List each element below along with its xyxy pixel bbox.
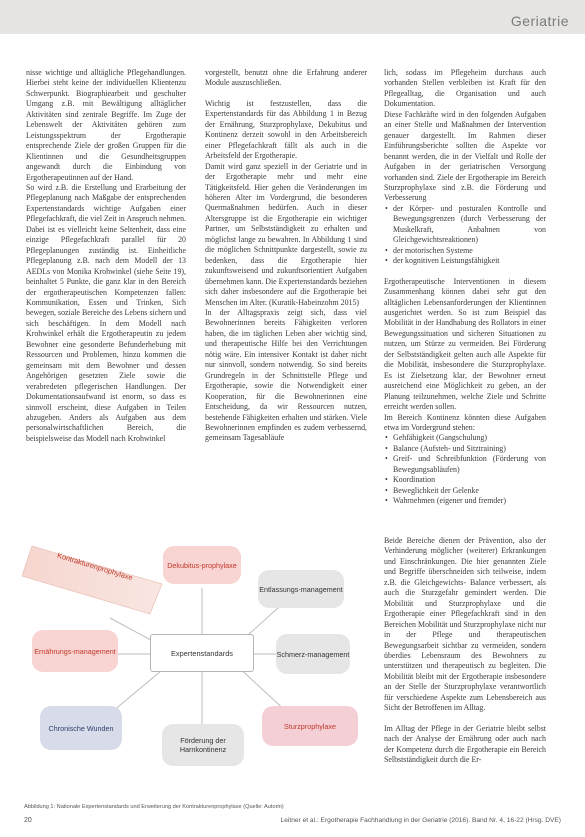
paragraph: Im Bereich Kontinenz könnten diese Aufgaben etwa im Vordergrund stehen:	[384, 412, 546, 432]
section-title: Geriatrie	[510, 13, 569, 29]
node-expertenstandards: Expertenstandards	[150, 634, 254, 672]
header-band	[0, 0, 585, 34]
paragraph: In der Alltagspraxis zeigt sich, dass viel Bewohnerinnen bereits Fähigkeiten verloren haben, die im täglichen Leben aber wichtig sind, und therapeutische Hilfe bei den Verrichtungen nötig wäre. Ein intensiver Kontakt ist daher nicht nur sinnvoll, sondern notwendig. So sind bereits Grundregeln in der Schnittstelle Pflege und Ergotherapie, sowie die Notwendigkeit einer Kooperation, für die Bewohnerinnen eine Entscheidung, da wir Ressourcen nutzen, bestehende Fähigkeiten erhalten und stärken. Viele Bewohnerinnen empfinden es zudem verbessernd, gemeinsam Tagesabläufe	[205, 307, 367, 443]
list-item: • Koordination	[384, 475, 546, 485]
ribbon-label: Kontrakturenprophylaxe	[56, 550, 134, 583]
paragraph: Beide Bereiche dienen der Prävention, also der Verhinderung möglicher (weiterer) Erkrankungen und Einschränkungen. Die hier genannten Ziele und Begriffe überschneiden sich teilweise, indem z.B. die Gleichgewichts- Balance verbessert, als auch die Sturzgefahr gemindert werden. Die Mobilität und Sturzprophylaxe und die Ergotherapie einer Pflegefachkraft sind in den Bereichen Mobilität und Sturzprophylaxe nicht nur in der Pflege und therapeutischen Bewegungsarbeit sichtbar zu vermeiden, sondern überdies Lebensraum des Bewohners zu unterstützen und therapeutisch zu begleiten. Die Mobilität bleibt mit der Ergotherapie insbesondere an der Stelle der Sturzprophylaxe verantwortlich für verschiedene Aspekte zum Lebensbereich aus Sicht der Betroffenen im Alltag.	[384, 536, 546, 713]
bullet-list	[384, 433, 546, 506]
paragraph: Diese Fachkräfte wird in den folgenden Aufgaben an einer Stelle und Maßnahmen der Intervention genauer dargestellt. Im Rahmen dieser Einführungsberichte sollten die Aspekte vor benannt werden, die in der Vielfalt und Rolle der Aufgaben in der geriatrischen Versorgung vorhanden sind. Ziele der Ergotherapie im Bereich Sturzprophylaxe sind z.B. die Förderung und Verbesserung	[384, 109, 546, 203]
footer-citation: Leitner et al.: Ergotherapie Fachhandlung in der Geriatrie (2016). Band Nr. 4, 16-22 (Hrsg. DVE)	[280, 817, 561, 824]
node-ernaehrung: Ernährungs-management	[32, 630, 118, 672]
node-harnkontinenz: Förderung der Harnkontinenz	[162, 724, 244, 766]
node-schmerz: Schmerz-management	[276, 634, 350, 674]
list-item: • der Körper- und posturalen Kontrolle und Bewegungsgrenzen (durch Verbesserung der Muskelkraft, Anbahnen von Gleichgewichtsreaktionen)	[384, 204, 546, 246]
list-item: • Balance (Aufsteh- und Sitztraining)	[384, 444, 546, 454]
list-item: • Greif- und Schreibfunktion (Förderung von Bewegungsabläufen)	[384, 454, 546, 475]
paragraph: Im Alltag der Pflege in der Geriatrie bleibt selbst nach der Analyse der Ernährung oder auch nach der Kompetenz durch die Ergotherapie ein Bereich Selbstständigkeit durch die Er-	[384, 723, 546, 765]
expertenstandards-diagram	[22, 536, 370, 796]
bullet-list	[384, 204, 546, 267]
list-item: • Beweglichkeit der Gelenke	[384, 486, 546, 496]
paragraph: So wird z.B. die Erstellung und Erarbeitung der Pflegeplanung nach Maßgabe der entsprechenden Expertenstandards wichtige Aufgaben einer Pflegefachkraft, die viel Zeit in Anspruch nehmen. Dabei ist es vielleicht keine Seltenheit, dass eine einzige Pflegefachkraft parallel für 20 Pflegeplanungen zuständig ist. Einheitliche Pflegeplanung z.B. nach dem Modell der 13 AEDLs von Monika Krohwinkel (siehe Seite 19), beinhaltet 5 Punkte, die ganz klar in den Bereich der ergotherapeutischen Kompetenzen fallen: Kommunikation, Essen und Trinken, Sich bewegen, soziale Bereiche des Lebens sichern und sich beschäftigen. In dem Modell nach Krohwinkel erhält die Ergotherapeutin zu jedem Bewohner eine gesonderte Befunderhebung mit Ressourcen und Problemen, hinzu kommen die gemeinsam mit dem Bewohner und dessen Angehörigen gesetzten Ziele sowie die verabredeten pflegerischen Handlungen. Der Dokumentationsaufwand ist enorm, so dass es sinnvoll erscheint, diese Aufgaben in Teilen abzugeben. Anders als Aufgaben aus dem personalwirtschaftlichen Bereich, die beispielsweise das Modell nach Krohwinkel	[26, 182, 186, 443]
text-column-2	[205, 68, 367, 444]
paragraph: nisse wichtige und alltägliche Pflegehandlungen. Hierbei steht keine der individuellen Klientenzu Schwerpunkt. Biographiearbeit und geschulter Umgang z.B. mit Bewältigung alltäglicher Aktivitäten sind zentrale Begriffe. Im Zuge der Lebenswelt der Aktivitäten gehören zum Leistungsspektrum der Ergotherapie entsprechende Ziele der großen Gruppen für die Klientinnen und die Gesundheitsgruppen angewandt durch die Einbindung von Ergotherapeutinnen auf der Hand.	[26, 68, 186, 182]
paragraph: vorgestellt, benutzt ohne die Erfahrung anderer Module auszuschließen.	[205, 68, 367, 88]
node-dekubitus: Dekubitus-prophylaxe	[163, 546, 241, 584]
list-item: • der kognitiven Leistungsfähigkeit	[384, 256, 546, 266]
paragraph: Ergotherapeutische Interventionen in diesem Zusammenhang können dabei sehr gut den alltäglichen Lebensanforderungen der Klientinnen ausgerichtet werden. So ist zum Beispiel das Mobilität in der Handhabung des Rollators in einer Bewegungssituation und sicheren Situationen zu nutzen, um Stürze zu vermeiden. Bei Förderung der Selbstständigkeit gelten auch alle Aspekte für die Mobilität, insbesondere die Sturzprophylaxe. Es ist Zielsetzung klar, der Bewohner erneut ausreichend eine Möglichkeit zu geben, an der Planung teilzunehmen, welche Ziele und Schritte erreicht werden sollen.	[384, 276, 546, 412]
node-chronische-wunden: Chronische Wunden	[40, 706, 122, 750]
page-number: 20	[24, 817, 32, 824]
text-column-3-lower	[384, 536, 546, 766]
node-sturzprophylaxe: Sturzprophylaxe	[262, 706, 358, 746]
list-item: • Wahrnehmen (eigener und fremder)	[384, 496, 546, 506]
figure-caption: Abbildung 1: Nationale Expertenstandards und Erweiterung der Kontrakturenprophylaxe (Quelle: Autorin)	[24, 804, 284, 810]
node-entlassung: Entlassungs-management	[258, 570, 344, 608]
paragraph: Wichtig ist festzustellen, dass die Expertenstandards für das Abbildung 1 in Bezug der Ernährung, Sturzprophylaxe, Dekubitus und Kontinenz derzeit sowohl in den Arbeitsbereich einer Pflegefachkraft fällt als auch in die Arbeitsfeld der Ergotherapie.	[205, 98, 367, 161]
text-column-1	[26, 68, 186, 444]
list-item: • der motorischen Systeme	[384, 246, 546, 256]
list-item: • Gehfähigkeit (Gangschulung)	[384, 433, 546, 443]
paragraph: lich, sodass im Pflegeheim durchaus auch vorhanden Stellen verbleiben ist Kraft für den Pflegealltag, die Organisation und auch Dokumentation.	[384, 68, 546, 109]
text-column-3	[384, 68, 546, 507]
paragraph: Damit wird ganz speziell in der Geriatrie und in der Ergotherapie mehr und mehr eine Tätigkeitsfeld. Hier gehen die Veränderungen im höheren Alter im Vordergrund, die besonderen Quermaßnahmen bedürfen. Auch in dieser Altersgruppe ist die Ergotherapie ein wichtiger Partner, um Selbstständigkeit zu erhalten und möglichst lange zu bewahren. In Abbildung 1 sind die möglichen Schnittpunkte dargestellt, sowie zu bedenken, dass die Ergotherapie hier zukunftsweisend und zukunftsorientiert Aufgaben übernehmen kann. Die Expertenstandards beziehen sich daher insbesondere auf die Ergotherapie bei Menschen im Alter. (Kuratik-Habeinzohm 2015)	[205, 161, 367, 307]
